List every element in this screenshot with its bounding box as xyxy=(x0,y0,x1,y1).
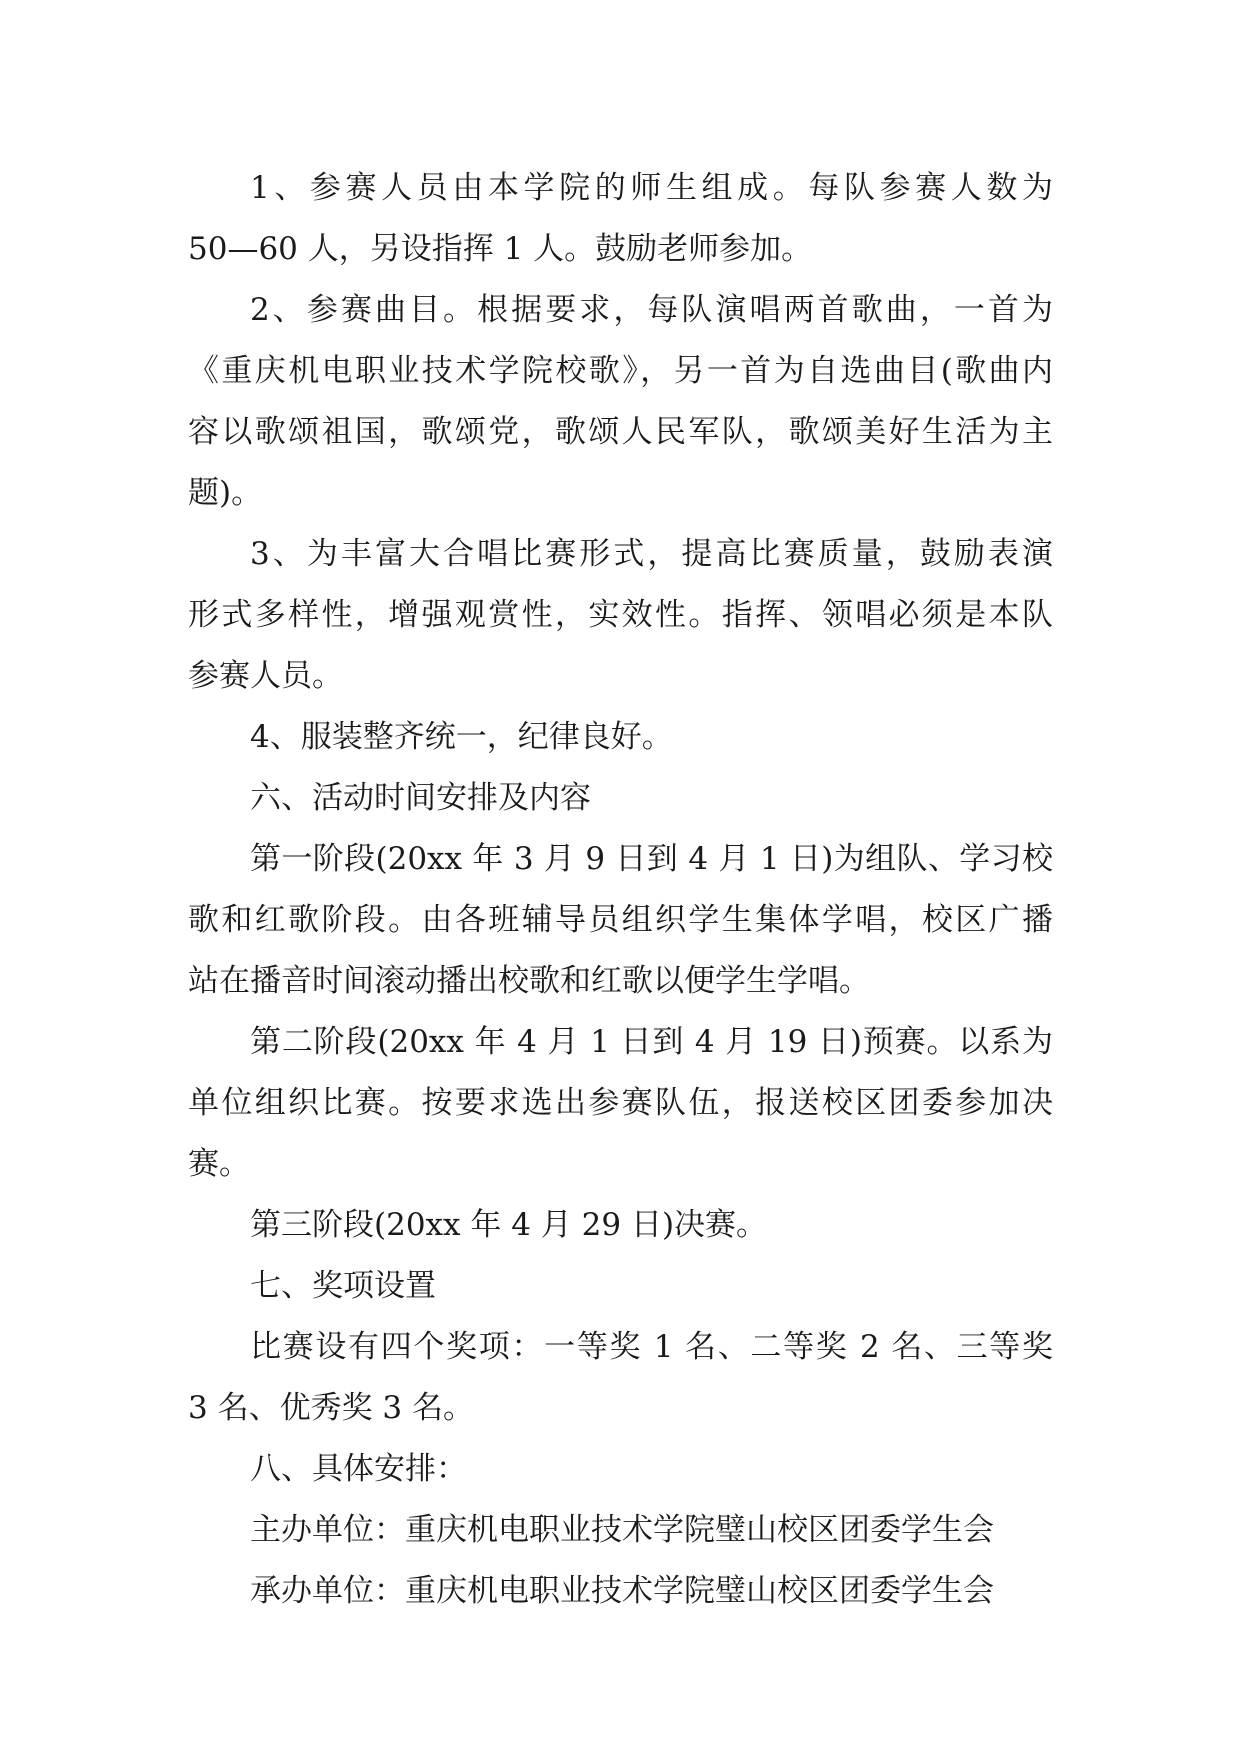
text-line: 2、参赛曲目。根据要求，每队演唱两首歌曲，一首为 xyxy=(250,292,1053,328)
text-line: 第二阶段(20xx 年 4 月 1 日到 4 月 19 日)预赛。以系为 xyxy=(250,1024,1053,1060)
text-line: 3、为丰富大合唱比赛形式，提高比赛质量，鼓励表演 xyxy=(250,536,1053,572)
paragraph-2 xyxy=(188,280,1053,524)
text-line: 六、活动时间安排及内容 xyxy=(250,780,591,816)
paragraph-awards xyxy=(188,1317,1053,1439)
text-line: 承办单位：重庆机电职业技术学院璧山校区团委学生会 xyxy=(250,1573,994,1609)
text-line: 参赛人员。 xyxy=(188,658,343,694)
section-heading-6 xyxy=(188,768,1053,829)
section-heading-8 xyxy=(188,1439,1053,1500)
paragraph-host xyxy=(188,1561,1053,1622)
paragraph-4 xyxy=(188,707,1053,768)
paragraph-stage-3 xyxy=(188,1195,1053,1256)
text-line: 第一阶段(20xx 年 3 月 9 日到 4 月 1 日)为组队、学习校 xyxy=(250,841,1053,877)
text-line: 1、参赛人员由本学院的师生组成。每队参赛人数为 xyxy=(250,170,1053,206)
text-line: 3 名、优秀奖 3 名。 xyxy=(188,1390,475,1426)
paragraph-organizer xyxy=(188,1500,1053,1561)
text-line: 比赛设有四个奖项：一等奖 1 名、二等奖 2 名、三等奖 xyxy=(250,1329,1053,1365)
text-line: 4、服装整齐统一，纪律良好。 xyxy=(250,719,673,755)
text-line: 七、奖项设置 xyxy=(250,1268,436,1304)
text-line: 容以歌颂祖国，歌颂党，歌颂人民军队，歌颂美好生活为主 xyxy=(188,414,1053,450)
section-heading-7 xyxy=(188,1256,1053,1317)
paragraph-stage-1 xyxy=(188,829,1053,1012)
text-line: 站在播音时间滚动播出校歌和红歌以便学生学唱。 xyxy=(188,963,870,999)
text-line: 单位组织比赛。按要求选出参赛队伍，报送校区团委参加决 xyxy=(188,1085,1053,1121)
text-line: 《重庆机电职业技术学院校歌》，另一首为自选曲目(歌曲内 xyxy=(188,353,1053,389)
text-line: 形式多样性，增强观赏性，实效性。指挥、领唱必须是本队 xyxy=(188,597,1053,633)
text-line: 八、具体安排： xyxy=(250,1451,467,1487)
text-line: 歌和红歌阶段。由各班辅导员组织学生集体学唱，校区广播 xyxy=(188,902,1053,938)
text-line: 赛。 xyxy=(188,1146,250,1182)
text-line: 第三阶段(20xx 年 4 月 29 日)决赛。 xyxy=(250,1207,768,1243)
text-line: 主办单位：重庆机电职业技术学院璧山校区团委学生会 xyxy=(250,1512,994,1548)
text-line: 题)。 xyxy=(188,475,263,511)
paragraph-1 xyxy=(188,158,1053,280)
document-page xyxy=(188,158,1053,1622)
paragraph-3 xyxy=(188,524,1053,707)
paragraph-stage-2 xyxy=(188,1012,1053,1195)
text-line: 50—60 人，另设指挥 1 人。鼓励老师参加。 xyxy=(188,231,813,267)
